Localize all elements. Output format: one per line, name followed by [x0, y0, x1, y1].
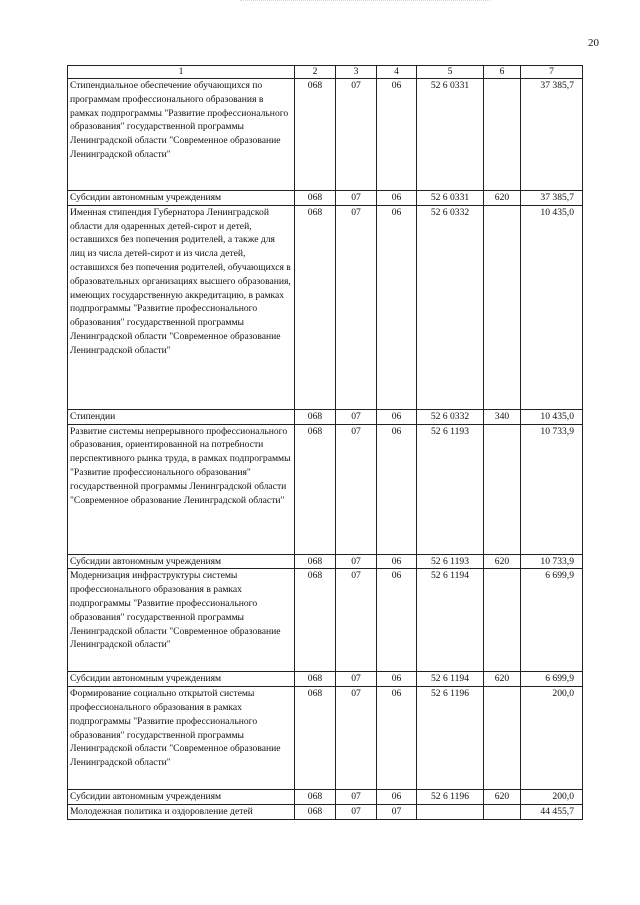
subsection-code: 06 — [377, 672, 417, 687]
table-row — [68, 687, 583, 790]
ministry-code: 068 — [295, 554, 336, 569]
header-cell: 3 — [336, 66, 377, 79]
section-code: 07 — [336, 687, 377, 790]
target-article-code: 52 6 0332 — [417, 409, 484, 424]
subsection-code: 06 — [377, 790, 417, 805]
amount: 6 699,9 — [521, 569, 583, 672]
subsection-code: 07 — [377, 804, 417, 819]
target-article-code: 52 6 0331 — [417, 191, 484, 206]
expense-type-code: 620 — [484, 672, 521, 687]
subsection-code: 06 — [377, 569, 417, 672]
amount: 37 385,7 — [521, 79, 583, 191]
ministry-code: 068 — [295, 79, 336, 191]
header-cell: 2 — [295, 66, 336, 79]
scan-artifact — [240, 0, 490, 4]
subsection-code: 06 — [377, 191, 417, 206]
expense-type-code — [484, 687, 521, 790]
table-row — [68, 424, 583, 554]
ministry-code: 068 — [295, 672, 336, 687]
target-article-code: 52 6 1196 — [417, 687, 484, 790]
section-code: 07 — [336, 79, 377, 191]
row-description: Именная стипендия Губернатора Ленинградской области для одаренных детей-сирот и детей, оставшихся без попечения родителей, а также для лиц из числа детей-сирот и из числа детей, оставшихся без попечения родителей, обучающихся в образовательных организациях высшего образования, имеющих государственную аккредитацию, в рамках подпрограммы "Развитие профессионального образования" государственной программы Ленинградской области "Современное образование Ленинградской области" — [68, 205, 295, 409]
header-cell: 6 — [484, 66, 521, 79]
expense-type-code — [484, 569, 521, 672]
target-article-code: 52 6 0332 — [417, 205, 484, 409]
amount: 200,0 — [521, 790, 583, 805]
subsection-code: 06 — [377, 424, 417, 554]
row-description: Стипендии — [68, 409, 295, 424]
row-description: Субсидии автономным учреждениям — [68, 191, 295, 206]
row-description: Субсидии автономным учреждениям — [68, 790, 295, 805]
table-row — [68, 79, 583, 191]
ministry-code: 068 — [295, 424, 336, 554]
expense-type-code — [484, 424, 521, 554]
subsection-code: 06 — [377, 79, 417, 191]
header-cell: 4 — [377, 66, 417, 79]
table-row — [68, 790, 583, 805]
expense-type-code: 620 — [484, 790, 521, 805]
target-article-code: 52 6 1194 — [417, 672, 484, 687]
ministry-code: 068 — [295, 687, 336, 790]
ministry-code: 068 — [295, 790, 336, 805]
expense-type-code — [484, 205, 521, 409]
target-article-code: 52 6 1193 — [417, 424, 484, 554]
section-code: 07 — [336, 409, 377, 424]
target-article-code: 52 6 1193 — [417, 554, 484, 569]
header-cell: 5 — [417, 66, 484, 79]
row-description: Молодежная политика и оздоровление детей — [68, 804, 295, 819]
amount: 10 733,9 — [521, 424, 583, 554]
table-row — [68, 191, 583, 206]
expense-type-code — [484, 79, 521, 191]
section-code: 07 — [336, 672, 377, 687]
expense-type-code: 620 — [484, 554, 521, 569]
header-cell: 1 — [68, 66, 295, 79]
table-row — [68, 804, 583, 819]
header-row — [68, 66, 583, 79]
amount: 10 435,0 — [521, 205, 583, 409]
subsection-code: 06 — [377, 687, 417, 790]
subsection-code: 06 — [377, 554, 417, 569]
ministry-code: 068 — [295, 569, 336, 672]
table-row — [68, 205, 583, 409]
row-description: Развитие системы непрерывного профессионального образования, ориентированной на потребности перспективного рынка труда, в рамках подпрограммы "Развитие профессионального образования" государственной программы Ленинградской области "Современное образование Ленинградской области" — [68, 424, 295, 554]
expense-type-code: 620 — [484, 191, 521, 206]
table-row — [68, 672, 583, 687]
ministry-code: 068 — [295, 409, 336, 424]
section-code: 07 — [336, 191, 377, 206]
subsection-code: 06 — [377, 409, 417, 424]
amount: 44 455,7 — [521, 804, 583, 819]
target-article-code: 52 6 1194 — [417, 569, 484, 672]
amount: 6 699,9 — [521, 672, 583, 687]
table-row — [68, 569, 583, 672]
row-description: Формирование социально открытой системы профессионального образования в рамках подпрограммы "Развитие профессионального образования" государственной программы Ленинградской области "Современное образование Ленинградской области" — [68, 687, 295, 790]
row-description: Субсидии автономным учреждениям — [68, 554, 295, 569]
section-code: 07 — [336, 569, 377, 672]
row-description: Субсидии автономным учреждениям — [68, 672, 295, 687]
ministry-code: 068 — [295, 205, 336, 409]
target-article-code: 52 6 0331 — [417, 79, 484, 191]
row-description: Модернизация инфраструктуры системы профессионального образования в рамках подпрограммы "Развитие профессионального образования" государственной программы Ленинградской области "Современное образование Ленинградской области" — [68, 569, 295, 672]
amount: 10 733,9 — [521, 554, 583, 569]
table-row — [68, 409, 583, 424]
ministry-code: 068 — [295, 191, 336, 206]
amount: 10 435,0 — [521, 409, 583, 424]
row-description: Стипендиальное обеспечение обучающихся по программам профессионального образования в рамках подпрограммы "Развитие профессионального образования" государственной программы Ленинградской области "Современное образование Ленинградской области" — [68, 79, 295, 191]
page-number: 20 — [588, 37, 599, 49]
amount: 200,0 — [521, 687, 583, 790]
section-code: 07 — [336, 554, 377, 569]
header-cell: 7 — [521, 66, 583, 79]
budget-table — [67, 65, 583, 820]
section-code: 07 — [336, 205, 377, 409]
section-code: 07 — [336, 804, 377, 819]
target-article-code — [417, 804, 484, 819]
amount: 37 385,7 — [521, 191, 583, 206]
section-code: 07 — [336, 424, 377, 554]
expense-type-code: 340 — [484, 409, 521, 424]
expense-type-code — [484, 804, 521, 819]
ministry-code: 068 — [295, 804, 336, 819]
target-article-code: 52 6 1196 — [417, 790, 484, 805]
subsection-code: 06 — [377, 205, 417, 409]
table-row — [68, 554, 583, 569]
section-code: 07 — [336, 790, 377, 805]
